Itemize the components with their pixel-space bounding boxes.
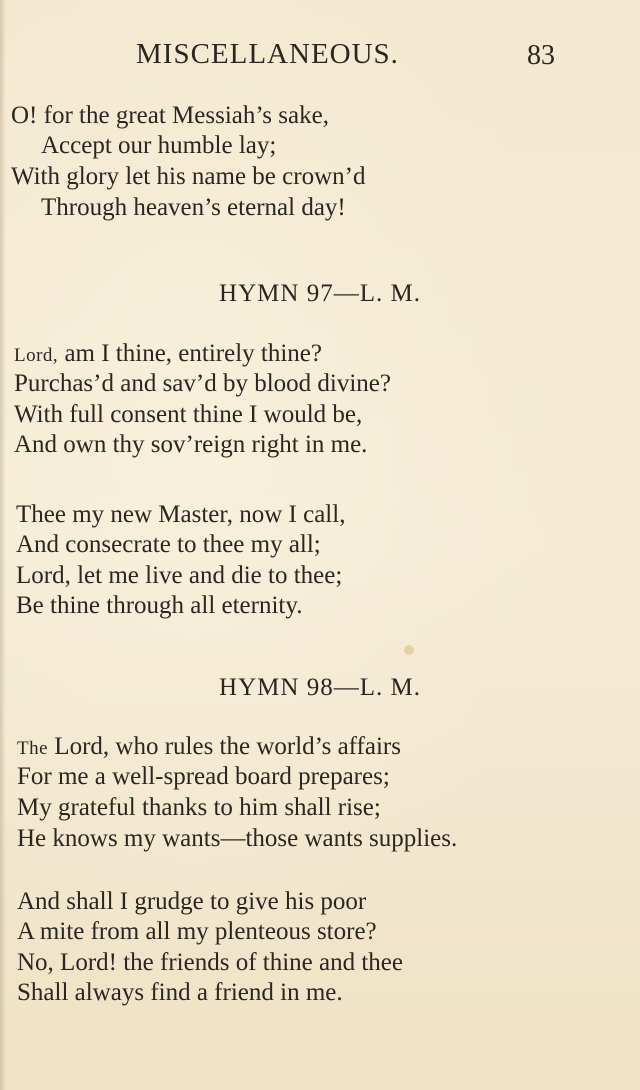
- drop-word: The: [17, 738, 49, 759]
- verse-line: Through heaven’s eternal day!: [41, 194, 346, 221]
- hymn-title: HYMN 98—L. M.: [219, 674, 421, 701]
- paper-stain: [404, 645, 414, 655]
- verse-line-rest: Lord, who rules the world’s affairs: [48, 733, 401, 760]
- verse-line: Accept our humble lay;: [41, 132, 277, 159]
- verse-line: [17, 732, 401, 764]
- running-title: MISCELLANEOUS.: [136, 38, 399, 70]
- verse-line: Shall always find a friend in me.: [17, 979, 343, 1006]
- verse-line: O! for the great Messiah’s sake,: [11, 102, 329, 129]
- verse-line: And own thy sov’reign right in me.: [14, 431, 368, 458]
- verse-line: And consecrate to thee my all;: [16, 531, 321, 558]
- page-edge-shadow: [0, 0, 6, 1090]
- verse-line: [14, 339, 322, 371]
- verse-line: With full consent thine I would be,: [14, 401, 363, 428]
- verse-line: Purchas’d and sav’d by blood divine?: [14, 370, 392, 397]
- verse-line: He knows my wants—those wants supplies.: [17, 825, 458, 852]
- verse-line: Thee my new Master, now I call,: [16, 501, 346, 528]
- page-header: [0, 38, 640, 78]
- verse-line: A mite from all my plenteous store?: [17, 918, 377, 945]
- verse-line: Be thine through all eternity.: [16, 592, 303, 619]
- verse-line-rest: am I thine, entirely thine?: [58, 340, 322, 367]
- drop-word: Lord,: [14, 345, 59, 366]
- hymn-title: HYMN 97—L. M.: [219, 280, 421, 307]
- verse-line: Lord, let me live and die to thee;: [16, 562, 343, 589]
- page-number: 83: [527, 40, 555, 71]
- verse-line: My grateful thanks to him shall rise;: [17, 794, 381, 821]
- verse-line: With glory let his name be crown’d: [11, 163, 366, 190]
- verse-line: No, Lord! the friends of thine and thee: [17, 949, 403, 976]
- verse-line: For me a well-spread board prepares;: [17, 763, 390, 790]
- verse-line: And shall I grudge to give his poor: [17, 888, 367, 915]
